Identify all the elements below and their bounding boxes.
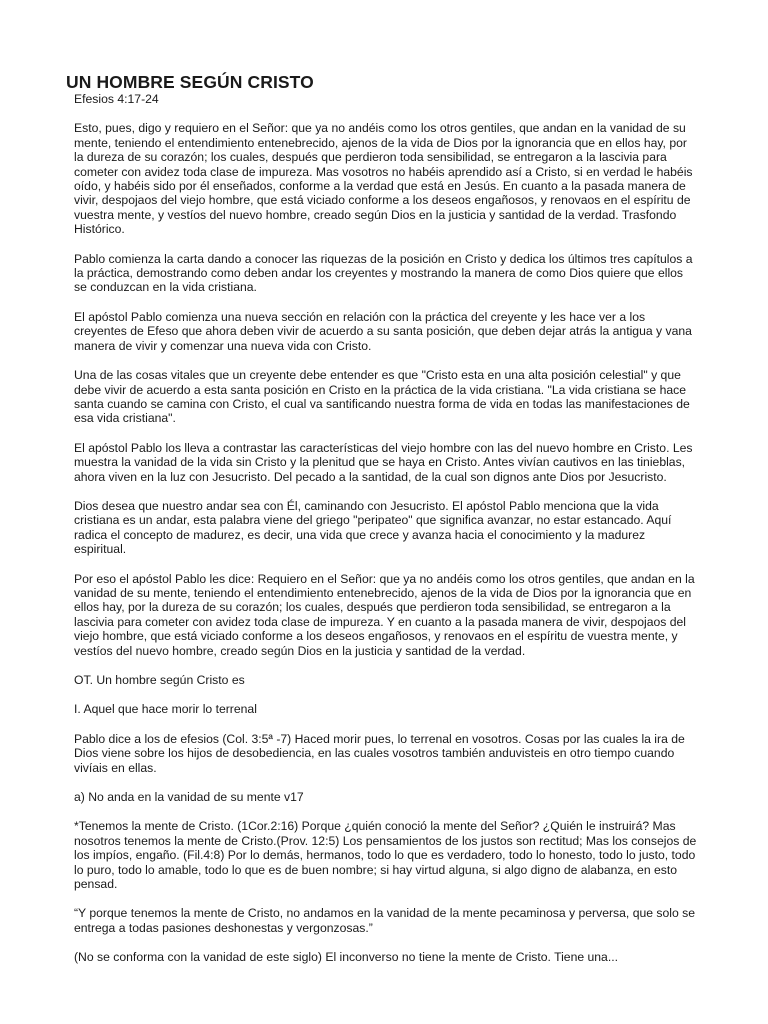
paragraph-new-section: El apóstol Pablo comienza una nueva sección en relación con la práctica del creyente y les hace ver a los creyentes de Efeso que ahora deben vivir de acuerdo a su santa posición, que deben dejar atrás la antigua y vana manera de vivir y comenzar una nueva vida con Cristo. xyxy=(74,309,692,353)
paragraph-walk: Dios desea que nuestro andar sea con Él, caminando con Jesucristo. El apóstol Pablo menciona que la vida cristiana es un andar, esta palabra viene del griego "peripateo" que significa avanzar, no estar estancado. Aquí radica el concepto de madurez, es decir, una vida que crece y avanza hacia el conocimiento y la madurez espiritual. xyxy=(74,498,672,557)
paragraph-mind-of-christ: *Tenemos la mente de Cristo. (1Cor.2:16) Porque ¿quién conoció la mente del Señor? ¿Quién le instruirá? Mas nosotros tenemos la mente de Cristo.(Prov. 12:5) Los pensamientos de los justos son rectitud; Mas los consejos de los impíos, engaño. (Fil.4:8) Por lo demás, hermanos, todo lo que es verdadero, todo lo honesto, todo lo justo, todo lo puro, todo lo amable, todo lo que es de buen nombre; si hay virtud alguna, si algo digno de alabanza, en esto pensad. xyxy=(74,819,697,892)
paragraph-celestial-position: Una de las cosas vitales que un creyente debe entender es que "Cristo esta en una alta posición celestial" y que debe vivir de acuerdo a esta santa posición en Cristo en la práctica de la vida cristiana. "La vida cristiana se hace santa cuando se camina con Cristo, el cual va santificando nuestra forma de vida en todas las manifestaciones de esa vida cristiana". xyxy=(74,368,690,426)
paragraph-colossians: Pablo dice a los de efesios (Col. 3:5ª -7) Haced morir pues, lo terrenal en vosotros. Cosas por las cuales la ira de Dios viene sobre los hijos de desobediencia, en las cuales vosotros también anduvisteis en otro tiempo cuando vivíais en ellas. xyxy=(74,731,685,775)
paragraph-quote: “Y porque tenemos la mente de Cristo, no andamos en la vanidad de la mente pecaminosa y perversa, que solo se entrega a todas pasiones deshonestas y vergonzosas.” xyxy=(74,906,696,935)
paragraph-contrast: El apóstol Pablo los lleva a contrastar las características del viejo hombre con las del nuevo hombre en Cristo. Les muestra la vanidad de la vida sin Cristo y la plenitud que se haya en Cristo. Antes vivían cautivos en las tinieblas, ahora viven en la luz con Jesucristo. Del pecado a la santidad, de la cual son dignos ante Dios por Jesucristo. xyxy=(74,440,693,484)
paragraph-point-one: I. Aquel que hace morir lo terrenal xyxy=(74,702,257,717)
document-title: UN HOMBRE SEGÚN CRISTO xyxy=(66,72,314,92)
document-page xyxy=(66,72,699,980)
paragraph-truncated: (No se conforma con la vanidad de este siglo) El inconverso no tiene la mente de Cristo. Tiene una... xyxy=(74,950,618,965)
document-body xyxy=(74,121,699,964)
paragraph-intro: Pablo comienza la carta dando a conocer las riquezas de la posición en Cristo y dedica los últimos tres capítulos a la práctica, demostrando como deben andar los creyentes y mostrando la manera de como Dios quiere que ellos se conduzcan en la vida cristiana. xyxy=(74,251,693,295)
paragraph-subpoint-a: a) No anda en la vanidad de su mente v17 xyxy=(74,790,304,805)
paragraph-exhortation: Por eso el apóstol Pablo les dice: Requiero en el Señor: que ya no andéis como los otros gentiles, que andan en la vanidad de su mente, teniendo el entendimiento entenebrecido, ajenos de la vida de Dios por la ignorancia que en ellos hay, por la dureza de su corazón; los cuales, después que perdieron toda sensibilidad, se entregaron a la lascivia para cometer con avidez toda clase de impureza. Y en cuanto a la pasada manera de vivir, despojaos del viejo hombre, que está viciado conforme a los deseos engañosos, y renovaos en el espíritu de vuestra mente, y vestíos del nuevo hombre, creado según Dios en la justicia y santidad de la verdad. xyxy=(74,571,695,658)
paragraph-scripture-text: Esto, pues, digo y requiero en el Señor: que ya no andéis como los otros gentiles, que andan en la vanidad de su mente, teniendo el entendimiento entenebrecido, ajenos de la vida de Dios por la ignorancia que en ellos hay, por la dureza de su corazón; los cuales, después que perdieron toda sensibilidad, se entregaron a la lascivia para cometer con avidez toda clase de impureza. Mas vosotros no habéis aprendido así a Cristo, si en verdad le habéis oído, y habéis sido por él enseñados, conforme a la verdad que está en Jesús. En cuanto a la pasada manera de vivir, despojaos del viejo hombre, que está viciado conforme a los deseos engañosos, y renovaos en el espíritu de vuestra mente, y vestíos del nuevo hombre, creado según Dios en la justicia y santidad de la verdad. Trasfondo Histórico. xyxy=(74,121,693,237)
paragraph-outline-heading: OT. Un hombre según Cristo es xyxy=(74,673,245,687)
scripture-reference: Efesios 4:17-24 xyxy=(74,92,159,106)
